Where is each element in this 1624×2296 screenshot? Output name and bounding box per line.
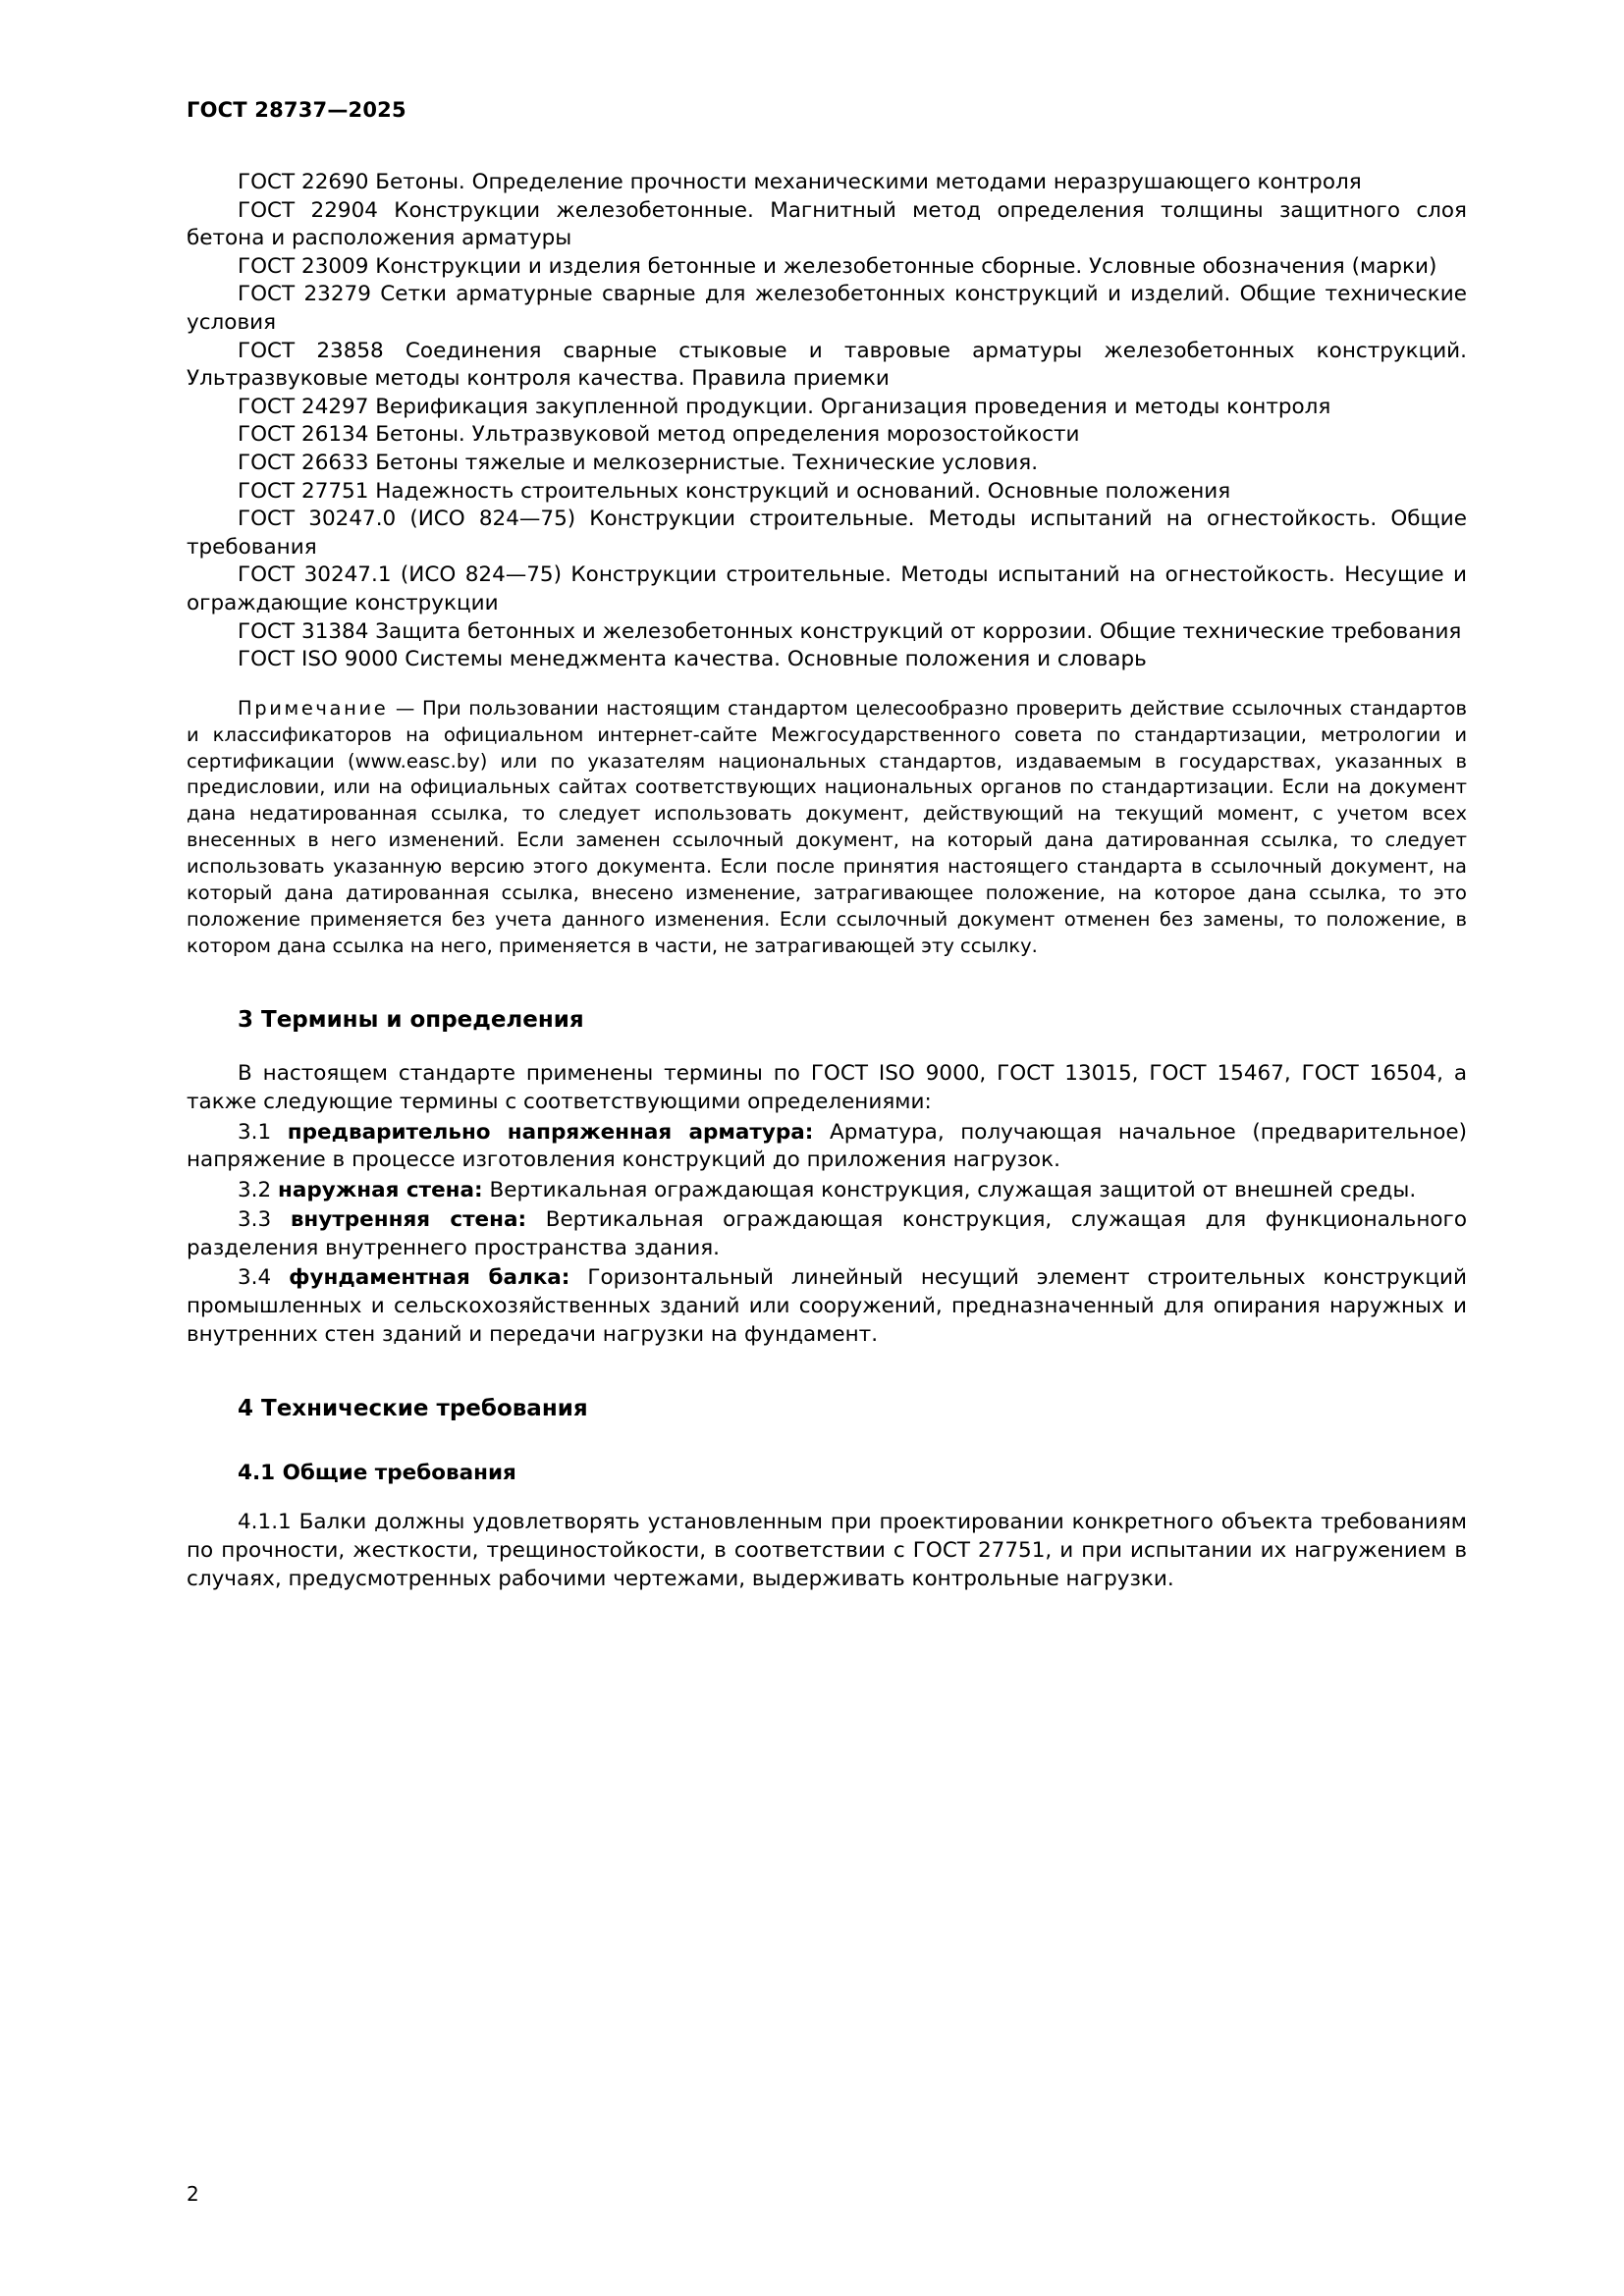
reference-item: ГОСТ ISO 9000 Системы менеджмента качества. Основные положения и словарь (238, 647, 1147, 672)
note-text: При пользовании настоящим стандартом целесообразно проверить действие ссылочных стандартов и классификаторов на официальном интернет-сайте Межгосударственного совета по стандартизации, метрологии и сертификации (www.easc.by) или по указателям национальных стандартов, издаваемым в государствах, указанных в предисловии, или на официальных сайтах соответствующих национальных органов по стандартизации. Если на документ дана недатированная ссылка, то следует использовать документ, действующий на текущий момент, с учетом всех внесенных в него изменений. Если заменен ссылочный документ, на который дана датированная ссылка, то следует использовать указанную версию этого документа. Если после принятия настоящего стандарта в ссылочный документ, на который дана датированная ссылка, внесено изменение, затрагивающее положение, на которое дана ссылка, то это положение применяется без учета данного изменения. Если ссылочный документ отменен без замены, то положение, в котором дана ссылка на него, применяется в части, не затрагивающей эту ссылку. (187, 696, 1467, 957)
section-3-intro: В настоящем стандарте применены термины по ГОСТ ISO 9000, ГОСТ 13015, ГОСТ 15467, ГОСТ 16504, а также следующие термины с соответствующими определениями: (187, 1061, 1467, 1114)
term-definition: Горизонтальный линейный несущий элемент строительных конструкций промышленных и сельскохозяйственных зданий или сооружений, предназначенный для опирания наружных и внутренних стен зданий и передачи нагрузки на фундамент. (187, 1265, 1467, 1347)
page-content (187, 169, 1467, 1593)
page-number: 2 (187, 2182, 199, 2206)
reference-item: ГОСТ 30247.0 (ИСО 824—75) Конструкции строительные. Методы испытаний на огнестойкость. Общие требования (187, 507, 1467, 560)
section-4-1-heading: 4.1 Общие требования (238, 1460, 516, 1485)
term-definition: Вертикальная ограждающая конструкция, служащая защитой от внешней среды. (489, 1177, 1417, 1202)
reference-item: ГОСТ 22690 Бетоны. Определение прочности механическими методами неразрушающего контроля (238, 170, 1362, 194)
term-number: 3.1 (238, 1119, 272, 1145)
term-definition: Вертикальная ограждающая конструкция, служащая для функционального разделения внутреннего пространства здания. (187, 1207, 1467, 1260)
reference-item: ГОСТ 26633 Бетоны тяжелые и мелкозернистые. Технические условия. (238, 450, 1039, 475)
reference-item: ГОСТ 23279 Сетки арматурные сварные для железобетонных конструкций и изделий. Общие технические условия (187, 282, 1467, 335)
note-block (187, 696, 1467, 960)
reference-item: ГОСТ 30247.1 (ИСО 824—75) Конструкции строительные. Методы испытаний на огнестойкость. Несущие и ограждающие конструкции (187, 562, 1467, 615)
normative-references-list (187, 169, 1467, 674)
term-title: наружная стена: (278, 1177, 483, 1202)
reference-item: ГОСТ 27751 Надежность строительных конструкций и оснований. Основные положения (238, 478, 1231, 504)
term-3-1 (187, 1119, 1467, 1175)
note-dash: — (388, 696, 422, 720)
term-number: 3.3 (238, 1207, 272, 1233)
reference-item: ГОСТ 23009 Конструкции и изделия бетонные и железобетонные сборные. Условные обозначения (марки) (238, 253, 1437, 279)
section-4-heading: 4 Технические требования (238, 1396, 588, 1422)
reference-item: ГОСТ 23858 Соединения сварные стыковые и тавровые арматуры железобетонных конструкций. Ультразвуковые методы контроля качества. Правила приемки (187, 338, 1467, 392)
term-title: фундаментная балка: (289, 1265, 570, 1291)
term-title: внутренняя стена: (290, 1207, 527, 1233)
term-number: 3.4 (238, 1265, 272, 1291)
term-definition: Арматура, получающая начальное (предварительное) напряжение в процессе изготовления конструкций до приложения нагрузок. (187, 1119, 1468, 1173)
term-3-2 (187, 1177, 1467, 1205)
term-3-3 (187, 1206, 1467, 1262)
reference-item: ГОСТ 26134 Бетоны. Ультразвуковой метод определения морозостойкости (238, 422, 1080, 448)
clause-4-1-1: 4.1.1 Балки должны удовлетворять установленным при проектировании конкретного объекта требованиям по прочности, жесткости, трещиностойкости, в соответствии с ГОСТ 27751, и при испытании их нагружением в случаях, предусмотренных рабочими чертежами, выдерживать контрольные нагрузки. (187, 1510, 1467, 1591)
reference-item: ГОСТ 24297 Верификация закупленной продукции. Организация проведения и методы контроля (238, 394, 1331, 419)
term-title: предварительно напряженная арматура: (287, 1119, 814, 1145)
note-label: Примечание (238, 696, 389, 720)
reference-item: ГОСТ 22904 Конструкции железобетонные. Магнитный метод определения толщины защитного слоя бетона и расположения арматуры (187, 197, 1467, 251)
reference-item: ГОСТ 31384 Защита бетонных и железобетонных конструкций от коррозии. Общие технические требования (238, 618, 1462, 644)
section-3-heading: 3 Термины и определения (238, 1006, 584, 1033)
term-number: 3.2 (238, 1177, 272, 1202)
page-header: ГОСТ 28737—2025 (187, 98, 406, 122)
term-3-4 (187, 1264, 1467, 1349)
